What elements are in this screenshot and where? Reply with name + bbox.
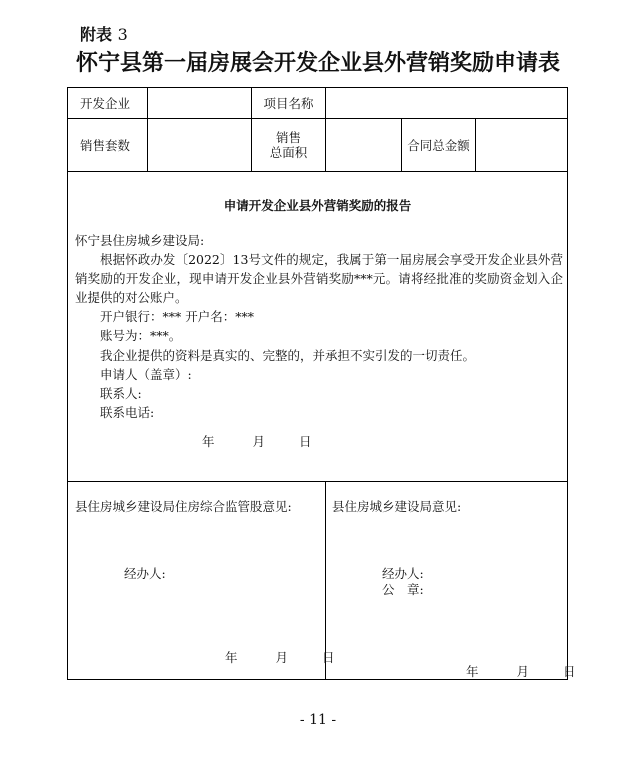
contact-line: 联系人:: [100, 386, 142, 401]
project-label: 项目名称: [263, 95, 314, 111]
area-label-line1: 销售: [275, 130, 301, 145]
opinion-right-seal: 公 章:: [382, 582, 424, 597]
units-label: 销售套数: [80, 137, 131, 153]
opinion-right-date-year: 年: [466, 664, 479, 679]
project-value[interactable]: [326, 88, 567, 118]
developer-value[interactable]: [148, 88, 251, 118]
opinion-right-date-day: 日: [562, 664, 576, 679]
contract-label: 合同总金额: [407, 137, 470, 153]
developer-label: 开发企业: [80, 95, 131, 111]
declaration: 我企业提供的资料是真实的、完整的，并承担不实引发的一切责任。: [100, 348, 476, 363]
opinion-left-date-day: 日: [321, 650, 335, 665]
opinion-right-date-month: 月: [516, 664, 529, 679]
account-line: 账号为：***。: [100, 328, 182, 343]
contract-value[interactable]: [476, 119, 567, 171]
opinion-left-title: 县住房城乡建设局住房综合监管股意见:: [75, 499, 292, 514]
bank-line: 开户银行：*** 开户名：***: [100, 309, 254, 324]
annex-number: 3: [117, 25, 128, 44]
area-value[interactable]: [326, 119, 401, 171]
annex-label: [80, 22, 128, 45]
opinion-left-date-month: 月: [275, 650, 288, 665]
row-divider-2: [68, 171, 567, 172]
report-date-year: 年: [202, 434, 215, 449]
report-body: 根据怀政办发〔2022〕13号文件的规定，我属于第一届房展会享受开发企业县外营销奖励的开发企业，现申请开发企业县外营销奖励***元。请将经批准的奖励资金划入企业提供的对公账户。: [75, 252, 563, 305]
page-title: 怀宁县第一届房展会开发企业县外营销奖励申请表: [75, 51, 560, 76]
applicant-line: 申请人（盖章）:: [100, 367, 192, 382]
opinion-left-date: [225, 648, 334, 667]
opinion-right-title: 县住房城乡建设局意见:: [332, 499, 462, 514]
application-form-table: [67, 87, 576, 680]
units-value[interactable]: [148, 119, 251, 171]
phone-line: 联系电话:: [100, 405, 155, 420]
opinion-right-handler: 经办人:: [382, 566, 424, 581]
opinion-left-handler: 经办人:: [124, 566, 166, 581]
report-title: 申请开发企业县外营销奖励的报告: [223, 198, 412, 213]
area-label: [252, 119, 325, 171]
area-label-line2: 总面积: [269, 145, 308, 160]
opinion-right-date: [466, 662, 575, 681]
report-date-month: 月: [252, 434, 265, 449]
page-number: - 11 -: [299, 712, 337, 728]
row-divider-3: [68, 481, 567, 482]
report-date: [202, 432, 311, 451]
report-date-day: 日: [298, 434, 312, 449]
report-addressee: 怀宁县住房城乡建设局:: [75, 233, 205, 248]
annex-text: 附表: [80, 25, 113, 44]
opinion-left-date-year: 年: [225, 650, 238, 665]
